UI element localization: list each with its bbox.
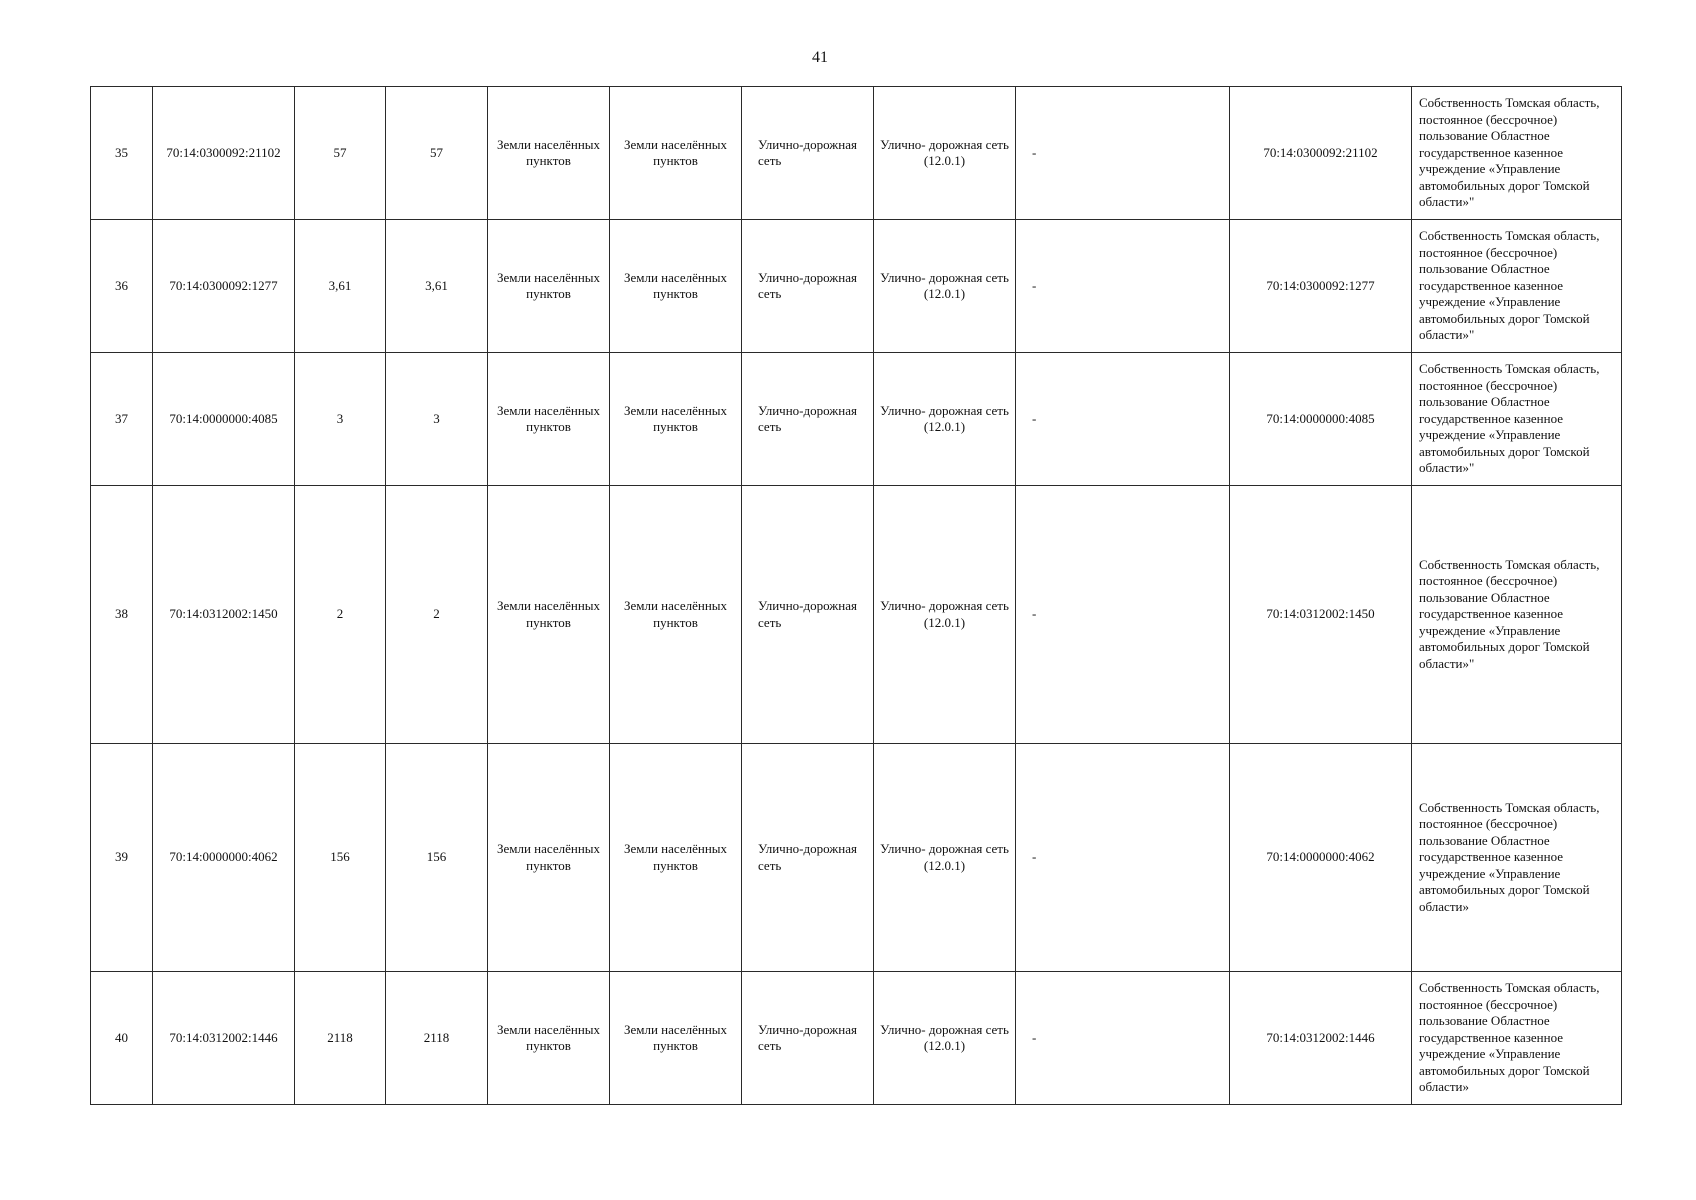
- table-body: [91, 87, 1622, 1105]
- area-value: 3,61: [295, 220, 386, 353]
- dash-cell: -: [1016, 220, 1230, 353]
- area-value: 2118: [295, 972, 386, 1105]
- land-category-2: Земли населённых пунктов: [610, 486, 742, 744]
- row-number: 37: [91, 353, 153, 486]
- ownership-info: Собственность Томская область, постоянное (бессрочное) пользование Областное государственное казенное учреждение «Управление автомобильных дорог Томской области»: [1412, 744, 1622, 972]
- ownership-info: Собственность Томская область, постоянное (бессрочное) пользование Областное государственное казенное учреждение «Управление автомобильных дорог Томской области»: [1412, 972, 1622, 1105]
- permitted-use: Улично-дорожная сеть: [742, 353, 874, 486]
- cadastral-number: 70:14:0000000:4062: [153, 744, 295, 972]
- table-row: [91, 972, 1622, 1105]
- ownership-info: Собственность Томская область, постоянное (бессрочное) пользование Областное государственное казенное учреждение «Управление автомобильных дорог Томской области»": [1412, 220, 1622, 353]
- permitted-use-code: Улично- дорожная сеть (12.0.1): [874, 87, 1016, 220]
- table-row: [91, 87, 1622, 220]
- permitted-use-code: Улично- дорожная сеть (12.0.1): [874, 220, 1016, 353]
- area-value: 3: [295, 353, 386, 486]
- land-category-2: Земли населённых пунктов: [610, 972, 742, 1105]
- area-value-2: 3,61: [386, 220, 488, 353]
- ownership-info: Собственность Томская область, постоянное (бессрочное) пользование Областное государственное казенное учреждение «Управление автомобильных дорог Томской области»": [1412, 353, 1622, 486]
- permitted-use: Улично-дорожная сеть: [742, 972, 874, 1105]
- area-value: 2: [295, 486, 386, 744]
- cadastral-number-2: 70:14:0312002:1446: [1230, 972, 1412, 1105]
- area-value-2: 3: [386, 353, 488, 486]
- ownership-info: Собственность Томская область, постоянное (бессрочное) пользование Областное государственное казенное учреждение «Управление автомобильных дорог Томской области»": [1412, 87, 1622, 220]
- permitted-use-code: Улично- дорожная сеть (12.0.1): [874, 972, 1016, 1105]
- row-number: 36: [91, 220, 153, 353]
- permitted-use: Улично-дорожная сеть: [742, 486, 874, 744]
- land-category: Земли населённых пунктов: [488, 353, 610, 486]
- cadastral-number-2: 70:14:0312002:1450: [1230, 486, 1412, 744]
- table-row: [91, 353, 1622, 486]
- page-number: 41: [812, 49, 828, 66]
- cadastral-number: 70:14:0300092:21102: [153, 87, 295, 220]
- area-value-2: 2: [386, 486, 488, 744]
- land-category-2: Земли населённых пунктов: [610, 353, 742, 486]
- row-number: 40: [91, 972, 153, 1105]
- cadastral-number-2: 70:14:0000000:4085: [1230, 353, 1412, 486]
- table-row: [91, 220, 1622, 353]
- cadastral-number-2: 70:14:0300092:1277: [1230, 220, 1412, 353]
- permitted-use: Улично-дорожная сеть: [742, 87, 874, 220]
- area-value-2: 57: [386, 87, 488, 220]
- area-value-2: 2118: [386, 972, 488, 1105]
- row-number: 35: [91, 87, 153, 220]
- row-number: 39: [91, 744, 153, 972]
- cadastral-number: 70:14:0312002:1446: [153, 972, 295, 1105]
- land-category-2: Земли населённых пунктов: [610, 87, 742, 220]
- permitted-use-code: Улично- дорожная сеть (12.0.1): [874, 486, 1016, 744]
- row-number: 38: [91, 486, 153, 744]
- ownership-info: Собственность Томская область, постоянное (бессрочное) пользование Областное государственное казенное учреждение «Управление автомобильных дорог Томской области»": [1412, 486, 1622, 744]
- land-category-2: Земли населённых пунктов: [610, 744, 742, 972]
- dash-cell: -: [1016, 486, 1230, 744]
- cadastral-number: 70:14:0312002:1450: [153, 486, 295, 744]
- area-value-2: 156: [386, 744, 488, 972]
- table-row: [91, 744, 1622, 972]
- dash-cell: -: [1016, 87, 1230, 220]
- dash-cell: -: [1016, 353, 1230, 486]
- cadastral-number: 70:14:0300092:1277: [153, 220, 295, 353]
- dash-cell: -: [1016, 972, 1230, 1105]
- permitted-use-code: Улично- дорожная сеть (12.0.1): [874, 353, 1016, 486]
- land-category: Земли населённых пунктов: [488, 87, 610, 220]
- permitted-use: Улично-дорожная сеть: [742, 744, 874, 972]
- area-value: 156: [295, 744, 386, 972]
- land-category: Земли населённых пунктов: [488, 486, 610, 744]
- area-value: 57: [295, 87, 386, 220]
- land-category-2: Земли населённых пунктов: [610, 220, 742, 353]
- cadastral-number-2: 70:14:0000000:4062: [1230, 744, 1412, 972]
- land-plots-table: [90, 86, 1622, 1105]
- permitted-use-code: Улично- дорожная сеть (12.0.1): [874, 744, 1016, 972]
- dash-cell: -: [1016, 744, 1230, 972]
- land-category: Земли населённых пунктов: [488, 972, 610, 1105]
- permitted-use: Улично-дорожная сеть: [742, 220, 874, 353]
- cadastral-number-2: 70:14:0300092:21102: [1230, 87, 1412, 220]
- land-category: Земли населённых пунктов: [488, 220, 610, 353]
- table-row: [91, 486, 1622, 744]
- land-category: Земли населённых пунктов: [488, 744, 610, 972]
- cadastral-number: 70:14:0000000:4085: [153, 353, 295, 486]
